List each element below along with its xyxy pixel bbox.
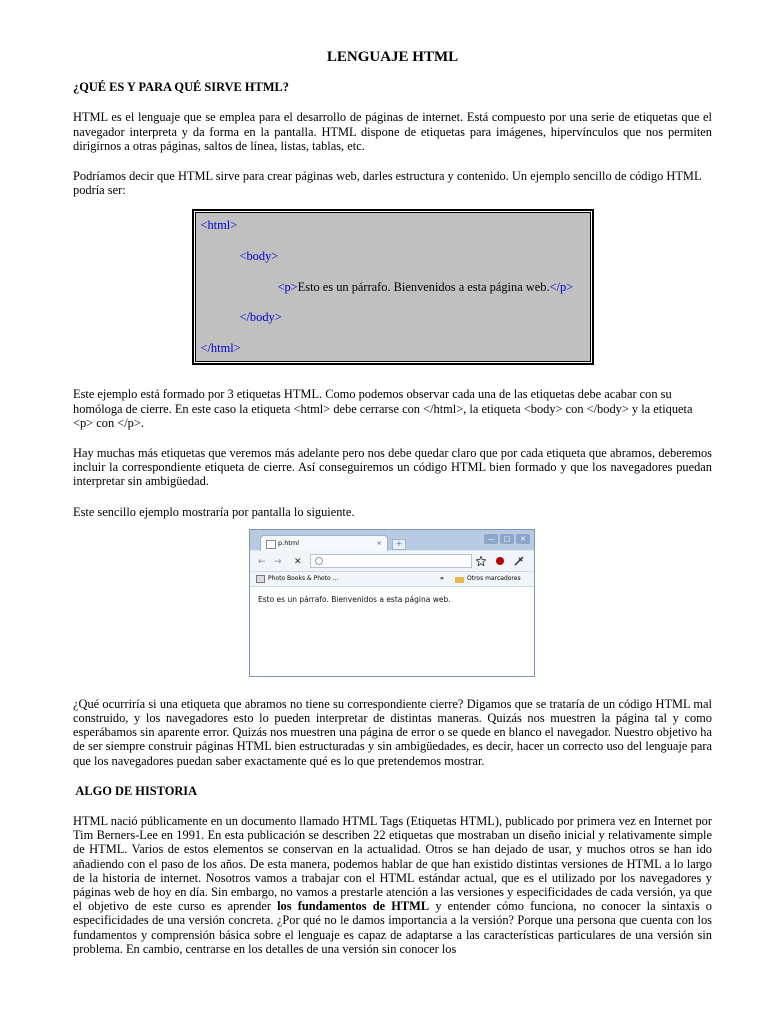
star-icon — [476, 556, 486, 566]
historia-text-part1: HTML nació públicamente en un documento llamado HTML Tags (Etiquetas HTML), publicado por primera vez en Internet por Tim Berners-Lee en 1991. En esta publicación se describen 22 etiquetas que mostraban un diseño inicial y relativamente simple de HTML. Varios de estos elementos se conservan en la actualidad. Otros se han dejado de usar, y muchos otros se han ido añadiendo con el paso de los años. De esta manera, podemos hablar de que han existido distintas versiones de HTML a lo largo de la historia de internet. Nosotros vamos a trabajar con el HTML estándar actual, que es el utilizado por los navegadores y páginas web de hoy en día. Sin embargo, no vamos a prestarle atención a las versiones y especificidades de cada versión, ya que el objetivo de este curso es aprender — [73, 814, 712, 914]
code-line-body-close: </body> — [239, 310, 282, 325]
browser-content-area — [250, 587, 534, 676]
forward-arrow-icon: → — [274, 556, 282, 567]
page-favicon-icon — [266, 540, 276, 549]
maximize-icon: □ — [500, 534, 514, 544]
paragraph-example-explanation: Este ejemplo está formado por 3 etiquetas HTML. Como podemos observar cada una de las etiquetas debe acabar con su homóloga de cierre. En este caso la etiqueta <html> debe cerrarse con </html>, la etiqueta <body> con </body> y la etiqueta <p> con </p>. — [73, 387, 693, 430]
paragraph-missing-closing-tag: ¿Qué ocurriría si una etiqueta que abramos no tiene su correspondiente cierre? Digamos que se trataría de un código HTML mal construido, y los navegadores esto lo pueden interpretar de distintas maneras. Quizás nos muestren la página tal y como esperábamos sin aparente error. Quizás nos muestren una página de error o se quede en blanco el navegador. Nuestro objetivo ha de ser siempre construir páginas HTML bien estructuradas y sin ambigüedades, es decir, hacer un correcto uso del lenguaje para que los navegadores puedan saber exactamente qué es lo que pretendemos mostrar. — [73, 696, 712, 768]
browser-tab-label: p.html — [278, 538, 299, 547]
code-p-text: Esto es un párrafo. Bienvenidos a esta página web. — [297, 280, 550, 295]
bookmark-photo-books: Photo Books & Photo ... — [268, 574, 339, 582]
section-heading-historia: ALGO DE HISTORIA — [73, 783, 198, 798]
minimize-icon: — — [484, 534, 498, 544]
historia-bold-fundamentos: los fundamentos de HTML — [277, 899, 430, 914]
code-example-box — [192, 209, 594, 365]
browser-screenshot — [249, 529, 535, 677]
tab-close-icon: × — [376, 538, 382, 547]
paragraph-intro: HTML es el lenguaje que se emplea para el desarrollo de páginas de internet. Está compuesto por una serie de etiquetas que el navegador interpreta y da forma en la pantalla. HTML dispone de etiquetas para imágenes, hipervínculos que nos permiten dirigirnos a otras páginas, saltos de línea, listas, tablas, etc. — [73, 110, 712, 153]
bookmarks-overflow: » — [440, 574, 444, 582]
code-p-open-tag: <p> — [277, 280, 298, 295]
historia-text-part2: y entender cómo funciona, no conocer la sintaxis o especificidades de una versión concreta. ¿Por qué no le damos importancia a la versión? Porque una persona que cuenta con los fundamentos y comprensión básica sobre el lenguaje es capaz de adaptarse a las características particulares de una versión sin problema. En cambio, centrarse en los detalles de una versión sin conocer los — [73, 899, 712, 956]
address-bar — [310, 554, 472, 568]
code-line-html-close: </html> — [200, 341, 241, 356]
wrench-icon — [514, 556, 524, 566]
browser-toolbar — [250, 551, 534, 572]
stop-icon: ✕ — [294, 556, 302, 567]
bookmark-site-icon — [256, 575, 265, 583]
paragraph-screenshot-intro: Este sencillo ejemplo mostraría por pantalla lo siguiente. — [73, 504, 355, 519]
paragraph-closing-tags: Hay muchas más etiquetas que veremos más adelante pero nos debe quedar claro que por cada etiqueta que abramos, deberemos incluir la correspondiente etiqueta de cierre. Así conseguiremos un código HTML bien formado y que los navegadores puedan interpretar sin ambigüedad. — [73, 446, 712, 489]
document-page — [73, 50, 712, 972]
page-icon — [314, 556, 324, 566]
section-heading-que-es-html: ¿QUÉ ES Y PARA QUÉ SIRVE HTML? — [73, 80, 289, 95]
new-tab-icon: + — [392, 539, 406, 550]
bookmarks-bar — [250, 572, 534, 587]
close-icon: ✕ — [516, 534, 530, 544]
code-line-html-open: <html> — [200, 218, 238, 233]
browser-content-text: Esto es un párrafo. Bienvenidos a esta página web. — [258, 594, 451, 604]
bookmark-folder-otros: Otros marcadores — [467, 574, 521, 582]
code-line-body-open: <body> — [239, 249, 279, 264]
code-line-paragraph — [278, 280, 574, 294]
extension-icon — [495, 556, 505, 566]
code-p-close-tag: </p> — [549, 280, 574, 295]
browser-tab — [260, 535, 388, 551]
document-title: LENGUAJE HTML — [326, 49, 459, 65]
paragraph-historia — [73, 814, 712, 956]
folder-icon — [455, 576, 464, 583]
back-arrow-icon: ← — [258, 556, 266, 567]
paragraph-example-intro: Podríamos decir que HTML sirve para crear páginas web, darles estructura y contenido. Un ejemplo sencillo de código HTML podría ser: — [73, 169, 702, 198]
window-controls — [482, 532, 530, 546]
browser-titlebar — [250, 530, 534, 550]
